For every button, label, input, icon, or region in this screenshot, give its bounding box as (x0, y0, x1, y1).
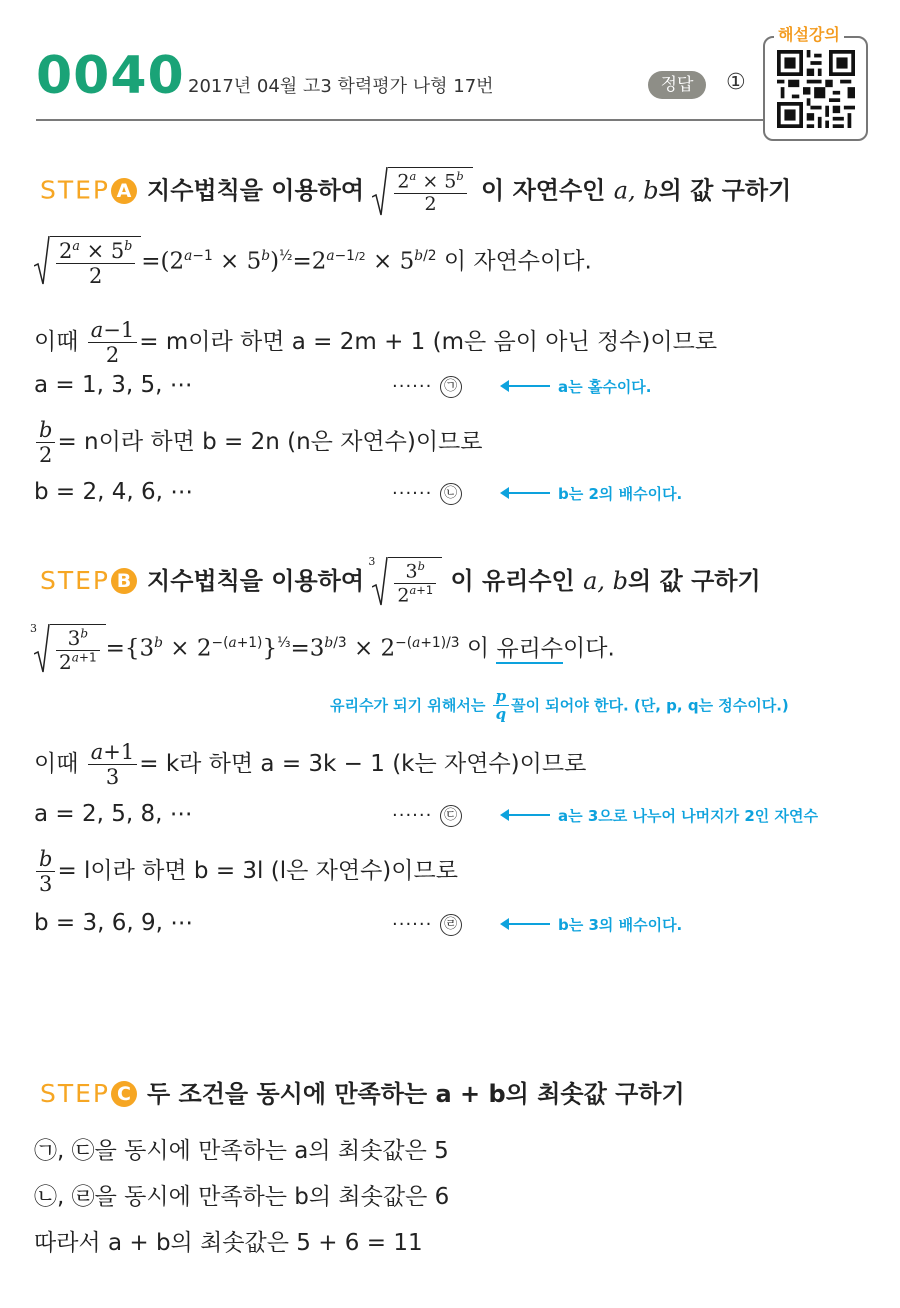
step-a-eq-text: 이 자연수이다. (443, 248, 592, 275)
step-a-line2-mid: = m이라 하면 a = 2m + 1 (m은 음이 아닌 정수)이므로 (139, 329, 718, 356)
step-b-note3: a는 3으로 나누어 나머지가 2인 자연수 (558, 807, 818, 825)
step-a-title-post: 이 자연수인 (481, 176, 606, 205)
step-b-line4-text: = l이라 하면 b = 3l (l은 자연수)이므로 (57, 858, 458, 885)
step-a-line4-text: = n이라 하면 b = 2n (n은 자연수)이므로 (57, 429, 483, 456)
arrow-left-icon (502, 923, 550, 925)
step-a-mark2-row: ······ ㉡ (392, 479, 462, 505)
step-b-line4: $\frac{b}{3}$ = l이라 하면 b = 3l (l은 자연수)이므로 (34, 847, 458, 896)
step-a-title-radical: $\frac{2^a \times 5^b}{2}$ (372, 167, 472, 216)
problem-number: 0040 (36, 46, 185, 106)
step-a-title-pre: 지수법칙을 이용하여 (147, 176, 365, 205)
step-a-title-vars: a, b (613, 176, 659, 205)
step-a-title-end: 의 값 구하기 (658, 176, 792, 205)
step-c-title (40, 1074, 685, 1109)
step-a-note1-row (502, 376, 652, 397)
step-b-note3-row (502, 805, 818, 826)
step-a-note2-row (502, 483, 682, 504)
step-c-line3: 따라서 a + b의 최솟값은 5 + 6 = 11 (34, 1230, 423, 1256)
step-b-mark3: ㉢ (440, 805, 462, 827)
step-b-note-rational-pre: 유리수가 되기 위해서는 (330, 696, 486, 715)
header-divider (36, 119, 763, 121)
step-a-equation: $\frac{2^a \times 5^b}{2}$ $=(2^{a-1} \times 5^b)^{\frac{1}{2}}=2^{a-1/2} \times 5^{b/2}$ 이 자연수이다. (34, 236, 592, 288)
arrow-left-icon (502, 492, 550, 494)
qr-code-icon (777, 50, 855, 128)
step-b-note-rational: 유리수가 되기 위해서는 $\frac{p}{q}$ 꼴이 되어야 한다. (단, p, q는 정수이다.) (330, 687, 789, 724)
step-b-mark4-row: ······ ㉣ (392, 910, 462, 936)
step-b-title-radical: 3 $\frac{3^b}{2^{a+1}}$ (372, 557, 442, 607)
step-a-mark2: ㉡ (440, 483, 462, 505)
step-b-line2: 이때 $\frac{a+1}{3}$ = k라 하면 a = 3k − 1 (k는 자연수)이므로 (34, 740, 587, 790)
step-b-title (40, 557, 761, 607)
step-c-line2: ㉡, ㉣을 동시에 만족하는 b의 최솟값은 6 (34, 1184, 450, 1210)
step-b-eq-text-pre: 이 (466, 635, 490, 662)
step-a-word: STEP (40, 175, 111, 205)
step-a-mark1-row: ······ ㉠ (392, 372, 462, 398)
answer-badge: 정답 (648, 71, 706, 99)
step-b-line2-mid: = k라 하면 a = 3k − 1 (k는 자연수)이므로 (139, 751, 587, 778)
step-b-eq-text-post: 이다. (563, 635, 615, 662)
step-b-note4-row (502, 914, 682, 935)
step-c-word: STEP (40, 1079, 111, 1108)
step-c-title-text: 두 조건을 동시에 만족하는 a + b의 최솟값 구하기 (147, 1080, 685, 1108)
step-a-mark1: ㉠ (440, 376, 462, 398)
problem-source: 2017년 04월 고3 학력평가 나형 17번 (188, 76, 494, 97)
step-a-eq-radical: $\frac{2^a \times 5^b}{2}$ (34, 236, 141, 288)
step-a-letter: A (111, 178, 137, 204)
step-b-title-end: 의 값 구하기 (628, 567, 761, 596)
step-b-eq-radical: 3 $\frac{3^b}{2^{a+1}}$ (34, 624, 106, 674)
step-a-note1: a는 홀수이다. (558, 378, 652, 396)
step-b-equation: 3 $\frac{3^b}{2^{a+1}}$ $=\{3^b \times 2^{-(a+1)}\}^{\frac{1}{3}}=3^{b/3} \times 2^{-(a+1)/3}$ 이 유리수이다. (30, 622, 615, 674)
qr-label: 해설강의 (774, 22, 844, 45)
arrow-left-icon (502, 385, 550, 387)
step-b-mark3-row: ······ ㉢ (392, 801, 462, 827)
step-a-title (40, 167, 791, 216)
step-a-line2-pre: 이때 (34, 329, 79, 356)
step-b-note-rational-post: 꼴이 되어야 한다. (단, p, q는 정수이다.) (511, 696, 789, 715)
step-c-line1: ㉠, ㉢을 동시에 만족하는 a의 최솟값은 5 (34, 1138, 449, 1164)
qr-code-box[interactable] (763, 36, 868, 141)
step-b-note4: b는 3의 배수이다. (558, 916, 683, 934)
step-b-mark4: ㉣ (440, 914, 462, 936)
step-a-line3: a = 1, 3, 5, ⋯ (34, 372, 193, 398)
answer-value: ① (726, 70, 746, 95)
step-b-title-pre: 지수법칙을 이용하여 (147, 567, 365, 596)
step-b-title-post: 이 유리수인 (450, 567, 575, 596)
step-a-note2: b는 2의 배수이다. (558, 485, 683, 503)
step-b-line3: a = 2, 5, 8, ⋯ (34, 801, 193, 827)
step-b-eq-text-ul: 유리수 (496, 635, 564, 662)
step-a-line2: 이때 $\frac{a-1}{2}$ = m이라 하면 a = 2m + 1 (m은 음이 아닌 정수)이므로 (34, 318, 718, 368)
step-b-letter: B (111, 568, 137, 594)
arrow-left-icon (502, 814, 550, 816)
step-b-line2-pre: 이때 (34, 751, 79, 778)
step-b-line5: b = 3, 6, 9, ⋯ (34, 910, 194, 936)
step-a-line5: b = 2, 4, 6, ⋯ (34, 479, 194, 505)
step-a-line4: $\frac{b}{2}$ = n이라 하면 b = 2n (n은 자연수)이므로 (34, 418, 482, 467)
step-c-letter: C (111, 1081, 137, 1107)
step-b-word: STEP (40, 566, 111, 596)
step-b-title-vars: a, b (583, 567, 629, 596)
